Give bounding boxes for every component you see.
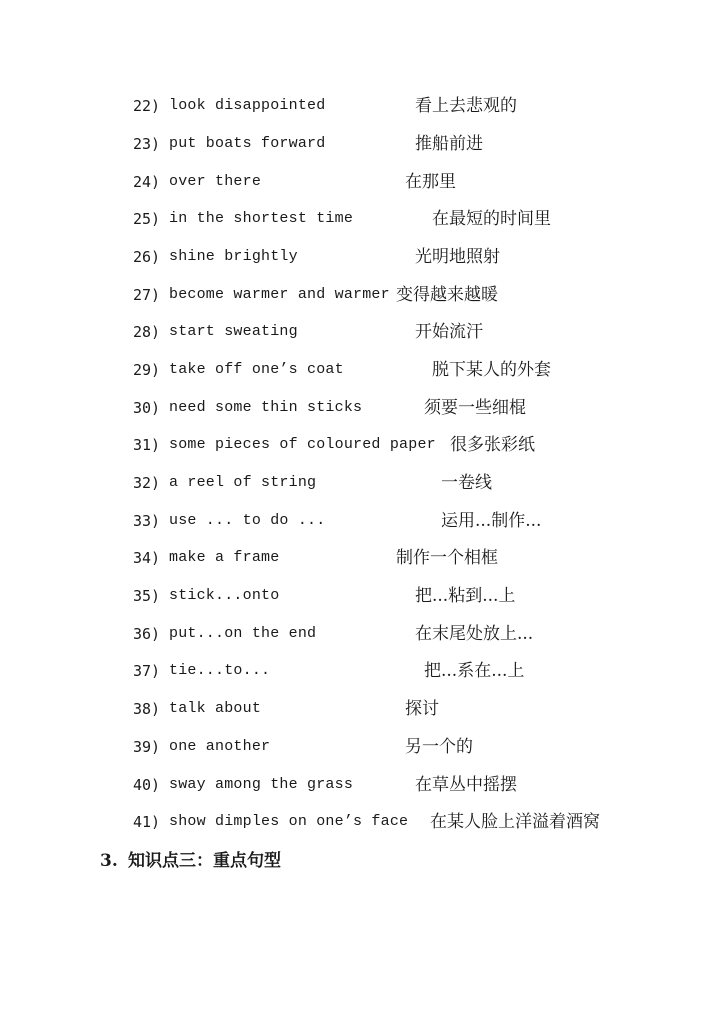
chinese-translation: 探讨 [405,699,439,719]
chinese-translation: 制作一个相框 [396,548,498,568]
item-number: 27) [133,286,161,304]
english-phrase: one another [169,738,271,755]
item-number: 40) [133,776,161,794]
item-number: 30) [133,399,161,417]
item-number: 38) [133,700,161,718]
chinese-translation: 须要一些细棍 [424,398,526,418]
list-item [0,810,720,834]
chinese-translation: 在某人脸上洋溢着酒窝 [430,812,600,832]
section-heading [100,848,281,874]
list-item [0,471,720,495]
item-number: 22) [133,97,161,115]
english-phrase: a reel of string [169,474,317,491]
chinese-translation: 开始流汗 [415,322,483,342]
english-phrase: talk about [169,700,262,717]
chinese-translation: 在最短的时间里 [432,209,551,229]
item-number: 31) [133,436,161,454]
list-item [0,584,720,608]
english-phrase: become warmer and warmer [169,286,390,303]
english-phrase: put boats forward [169,135,326,152]
list-item [0,170,720,194]
english-phrase: sway among the grass [169,776,354,793]
chinese-translation: 一卷线 [441,473,492,493]
english-phrase: show dimples on one’s face [169,813,409,830]
list-item [0,773,720,797]
item-number: 36) [133,625,161,643]
chinese-translation: 看上去悲观的 [415,96,517,116]
english-phrase: need some thin sticks [169,399,363,416]
item-number: 33) [133,512,161,530]
item-number: 24) [133,173,161,191]
list-item [0,320,720,344]
english-phrase: put...on the end [169,625,317,642]
chinese-translation: 在草丛中摇摆 [415,775,517,795]
list-item [0,358,720,382]
list-item [0,509,720,533]
list-item [0,396,720,420]
list-item [0,283,720,307]
english-phrase: start sweating [169,323,298,340]
list-item [0,207,720,231]
english-phrase: use ... to do ... [169,512,326,529]
chinese-translation: 把...系在...上 [424,661,525,681]
list-item [0,735,720,759]
chinese-translation: 光明地照射 [415,247,500,267]
list-item [0,94,720,118]
chinese-translation: 变得越来越暖 [396,285,498,305]
chinese-translation: 把...粘到...上 [415,586,516,606]
english-phrase: tie...to... [169,662,271,679]
chinese-translation: 另一个的 [405,737,473,757]
item-number: 35) [133,587,161,605]
item-number: 26) [133,248,161,266]
item-number: 29) [133,361,161,379]
english-phrase: make a frame [169,549,280,566]
chinese-translation: 脱下某人的外套 [432,360,551,380]
english-phrase: some pieces of coloured paper [169,436,436,453]
list-item [0,132,720,156]
item-number: 32) [133,474,161,492]
item-number: 37) [133,662,161,680]
list-item [0,433,720,457]
english-phrase: take off one’s coat [169,361,344,378]
item-number: 34) [133,549,161,567]
english-phrase: shine brightly [169,248,298,265]
list-item [0,546,720,570]
section-number: 3. [100,851,118,871]
section-title: 知识点三：重点句型 [128,851,281,871]
list-item [0,622,720,646]
chinese-translation: 很多张彩纸 [450,435,535,455]
english-phrase: look disappointed [169,97,326,114]
chinese-translation: 运用...制作... [441,511,542,531]
english-phrase: stick...onto [169,587,280,604]
list-item [0,245,720,269]
item-number: 25) [133,210,161,228]
item-number: 23) [133,135,161,153]
item-number: 28) [133,323,161,341]
list-item [0,659,720,683]
chinese-translation: 推船前进 [415,134,483,154]
item-number: 39) [133,738,161,756]
chinese-translation: 在末尾处放上... [415,624,534,644]
list-item [0,697,720,721]
chinese-translation: 在那里 [405,172,456,192]
english-phrase: in the shortest time [169,210,354,227]
item-number: 41) [133,813,161,831]
english-phrase: over there [169,173,262,190]
